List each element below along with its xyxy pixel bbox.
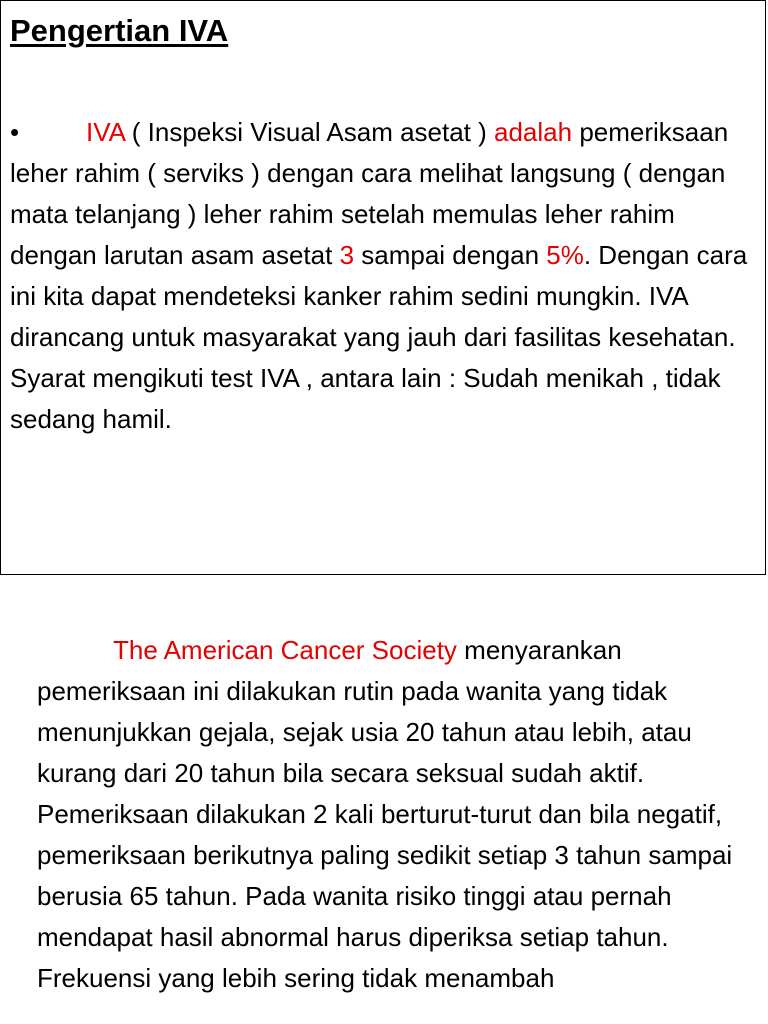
acs-recommendation-paragraph — [37, 630, 751, 999]
slide-title: Pengertian IVA — [10, 13, 229, 48]
text-segment: pemeriksaan leher rahim ( serviks ) dengan cara melihat langsung ( dengan mata telanjang ) leher rahim setelah memulas leher rahim dengan larutan asam asetat — [10, 117, 729, 270]
text-segment: . Dengan cara ini kita dapat mendeteksi kanker rahim sedini mungkin. IVA dirancang untuk masyarakat yang jauh dari fasilitas kesehatan. Syarat mengikuti test IVA , antara lain : Sudah menikah , tidak sedang hamil. — [10, 240, 748, 434]
value-5-percent: 5% — [546, 240, 584, 270]
text-segment: ( Inspeksi Visual Asam asetat ) — [124, 117, 495, 147]
definition-paragraph — [10, 112, 755, 440]
value-3: 3 — [339, 240, 355, 270]
bullet-point: • — [10, 117, 20, 147]
text-segment: sampai dengan — [354, 240, 547, 270]
term-adalah: adalah — [494, 117, 573, 147]
term-iva: IVA — [86, 117, 125, 147]
org-name: The American Cancer Society — [113, 635, 457, 665]
text-segment: menyarankan pemeriksaan ini dilakukan rutin pada wanita yang tidak menunjukkan gejala, sejak usia 20 tahun atau lebih, atau kurang dari 20 tahun bila secara seksual sudah aktif. Pemeriksaan dilakukan 2 kali berturut-turut dan bila negatif, pemeriksaan berikutnya paling sedikit setiap 3 tahun sampai berusia 65 tahun. Pada wanita risiko tinggi atau pernah mendapat hasil abnormal harus diperiksa setiap tahun. Frekuensi yang lebih sering tidak menambah — [37, 635, 733, 993]
